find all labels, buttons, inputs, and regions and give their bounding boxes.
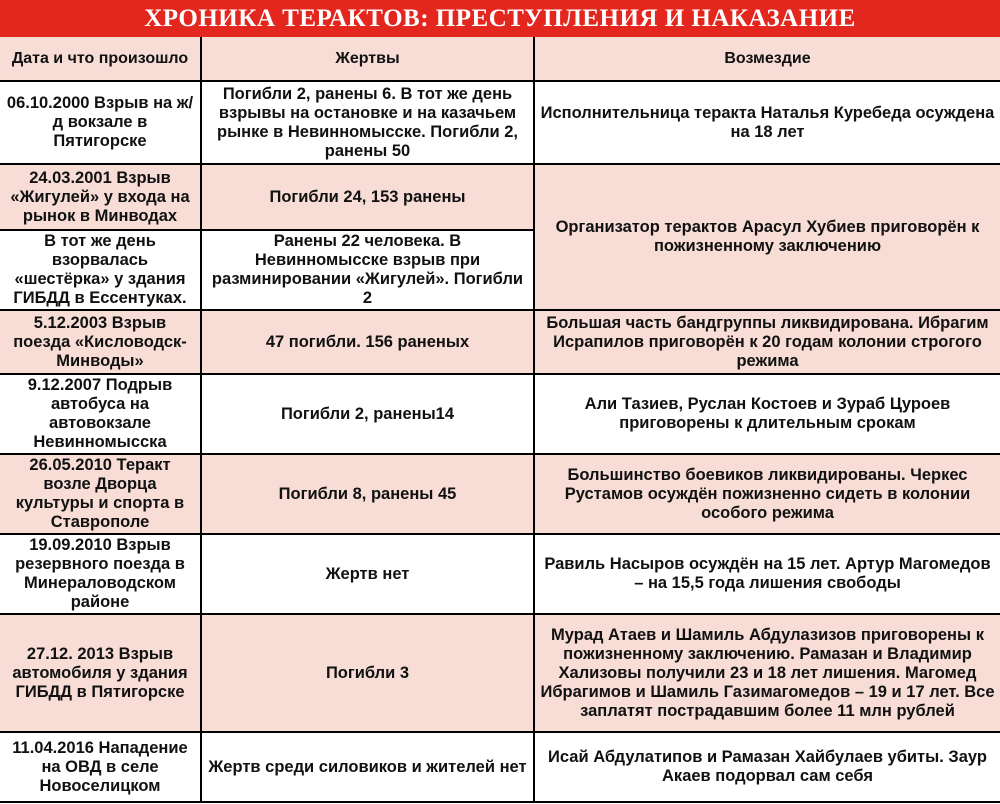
cell-victims: Погибли 2, ранены14 [201,374,534,454]
cell-retribution: Исай Абдулатипов и Рамазан Хайбулаев убиты. Заур Акаев подорвал сам себя [534,732,1000,802]
header-retribution: Возмездие [534,37,1000,81]
header-victims: Жертвы [201,37,534,81]
cell-date: В тот же день взорвалась «шестёрка» у здания ГИБДД в Ессентуках. [0,230,201,310]
cell-date: 24.03.2001 Взрыв «Жигулей» у входа на рынок в Минводах [0,164,201,230]
cell-retribution: Организатор терактов Арасул Хубиев приговорён к пожизненному заключению [534,164,1000,310]
cell-date: 06.10.2000 Взрыв на ж/д вокзале в Пятигорске [0,81,201,164]
table-row [0,164,1000,230]
cell-date: 11.04.2016 Нападение на ОВД в селе Новоселицком [0,732,201,802]
cell-retribution: Большинство боевиков ликвидированы. Черкес Рустамов осуждён пожизненно сидеть в колонии особого режима [534,454,1000,534]
chronicle-table [0,37,1000,803]
cell-retribution: Мурад Атаев и Шамиль Абдулазизов приговорены к пожизненному заключению. Рамазан и Владимир Хализовы получили 23 и 18 лет лишения. Магомед Ибрагимов и Шамиль Газимагомедов – 19 и 17 лет. Все заплатят пострадавшим более 11 млн рублей [534,614,1000,732]
page-title: ХРОНИКА ТЕРАКТОВ: ПРЕСТУПЛЕНИЯ И НАКАЗАНИЕ [0,0,1000,37]
cell-retribution: Али Тазиев, Руслан Костоев и Зураб Цуроев приговорены к длительным срокам [534,374,1000,454]
cell-victims: 47 погибли. 156 раненых [201,310,534,374]
table-row [0,732,1000,802]
cell-date: 26.05.2010 Теракт возле Дворца культуры и спорта в Ставрополе [0,454,201,534]
cell-date: 5.12.2003 Взрыв поезда «Кисловодск-Минводы» [0,310,201,374]
cell-victims: Жертв нет [201,534,534,614]
cell-victims: Погибли 24, 153 ранены [201,164,534,230]
cell-date: 9.12.2007 Подрыв автобуса на автовокзале Невинномысска [0,374,201,454]
cell-victims: Погибли 8, ранены 45 [201,454,534,534]
cell-date: 27.12. 2013 Взрыв автомобиля у здания ГИБДД в Пятигорске [0,614,201,732]
table-row [0,310,1000,374]
table-row [0,81,1000,164]
table-row [0,534,1000,614]
cell-date: 19.09.2010 Взрыв резервного поезда в Минераловодском районе [0,534,201,614]
cell-retribution: Исполнительница теракта Наталья Куребеда осуждена на 18 лет [534,81,1000,164]
header-row [0,37,1000,81]
cell-retribution: Большая часть бандгруппы ликвидирована. Ибрагим Исрапилов приговорён к 20 годам колонии строгого режима [534,310,1000,374]
cell-victims: Ранены 22 человека. В Невинномысске взрыв при разминировании «Жигулей». Погибли 2 [201,230,534,310]
table-row [0,374,1000,454]
cell-victims: Жертв среди силовиков и жителей нет [201,732,534,802]
header-date: Дата и что произошло [0,37,201,81]
cell-retribution: Равиль Насыров осуждён на 15 лет. Артур Магомедов – на 15,5 года лишения свободы [534,534,1000,614]
table-row [0,454,1000,534]
table-row [0,614,1000,732]
cell-victims: Погибли 3 [201,614,534,732]
cell-victims: Погибли 2, ранены 6. В тот же день взрывы на остановке и на казачьем рынке в Невинномысске. Погибли 2, ранены 50 [201,81,534,164]
